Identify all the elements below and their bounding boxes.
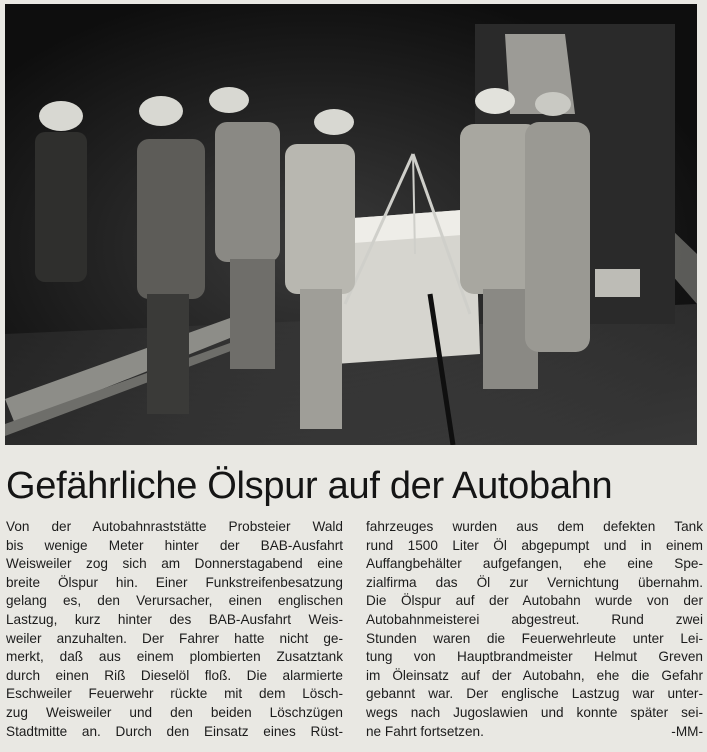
text-line: Eschweiler Feuerwehr rückte mit dem Lösch- — [6, 686, 343, 702]
text-line: breite Ölspur hin. Einer Funkstreifenbesatzung — [6, 574, 343, 590]
text-line: Auffangbehälter aufgefangen, ehe eine Spe- — [366, 556, 703, 572]
text-line: fahrzeuges wurden aus dem defekten Tank — [366, 519, 703, 534]
text-line: Stunden waren die Feuerwehrleute unter Lei- — [366, 630, 703, 646]
closing-text: ne Fahrt fortsetzen. — [366, 723, 484, 739]
text-line: gebannt war. Der englische Lastzug war unter- — [366, 686, 703, 702]
article-column-left — [6, 518, 343, 741]
text-line: Lastzug, kurz hinter des BAB-Ausfahrt Weis- — [6, 611, 343, 627]
text-line: wegs nach Jugoslawien und konnte später sei- — [366, 704, 703, 720]
text-line: Weisweiler zog sich am Donnerstagabend eine — [6, 556, 343, 572]
firefighters-photo-illustration — [5, 4, 697, 445]
text-line: durch einen Riß Dieselöl floß. Die alarmierte — [6, 667, 343, 683]
text-line: Von der Autobahnraststätte Probsteier Wald — [6, 519, 343, 534]
text-line: im Öleinsatz auf der Autobahn, ehe die Gefahr — [366, 667, 703, 683]
closing-line — [366, 723, 703, 742]
news-photo — [5, 4, 697, 445]
text-line: zug Weisweiler und den beiden Löschzügen — [6, 704, 343, 720]
author-mark: -MM- — [671, 723, 703, 739]
text-line: Stadtmitte an. Durch den Einsatz eines Rüst- — [6, 723, 343, 739]
text-line: Die Ölspur auf der Autobahn wurde von der — [366, 593, 703, 609]
article-column-right — [366, 518, 703, 741]
text-line: merkt, daß aus einem plombierten Zusatztank — [6, 649, 343, 665]
text-line: tung von Hauptbrandmeister Helmut Greven — [366, 649, 703, 665]
text-line: bis wenige Meter hinter der BAB-Ausfahrt — [6, 537, 343, 553]
headline: Gefährliche Ölspur auf der Autobahn — [6, 465, 613, 507]
text-line: rund 1500 Liter Öl abgepumpt und in einem — [366, 537, 703, 553]
text-line: zialfirma das Öl zur Vernichtung übernahm. — [366, 574, 703, 590]
text-line: Autobahnmeisterei abgestreut. Rund zwei — [366, 611, 703, 627]
text-line: weiler anzuhalten. Der Fahrer hatte nicht ge- — [6, 630, 343, 646]
text-line: gelang es, den Verursacher, einen englischen — [6, 593, 343, 609]
